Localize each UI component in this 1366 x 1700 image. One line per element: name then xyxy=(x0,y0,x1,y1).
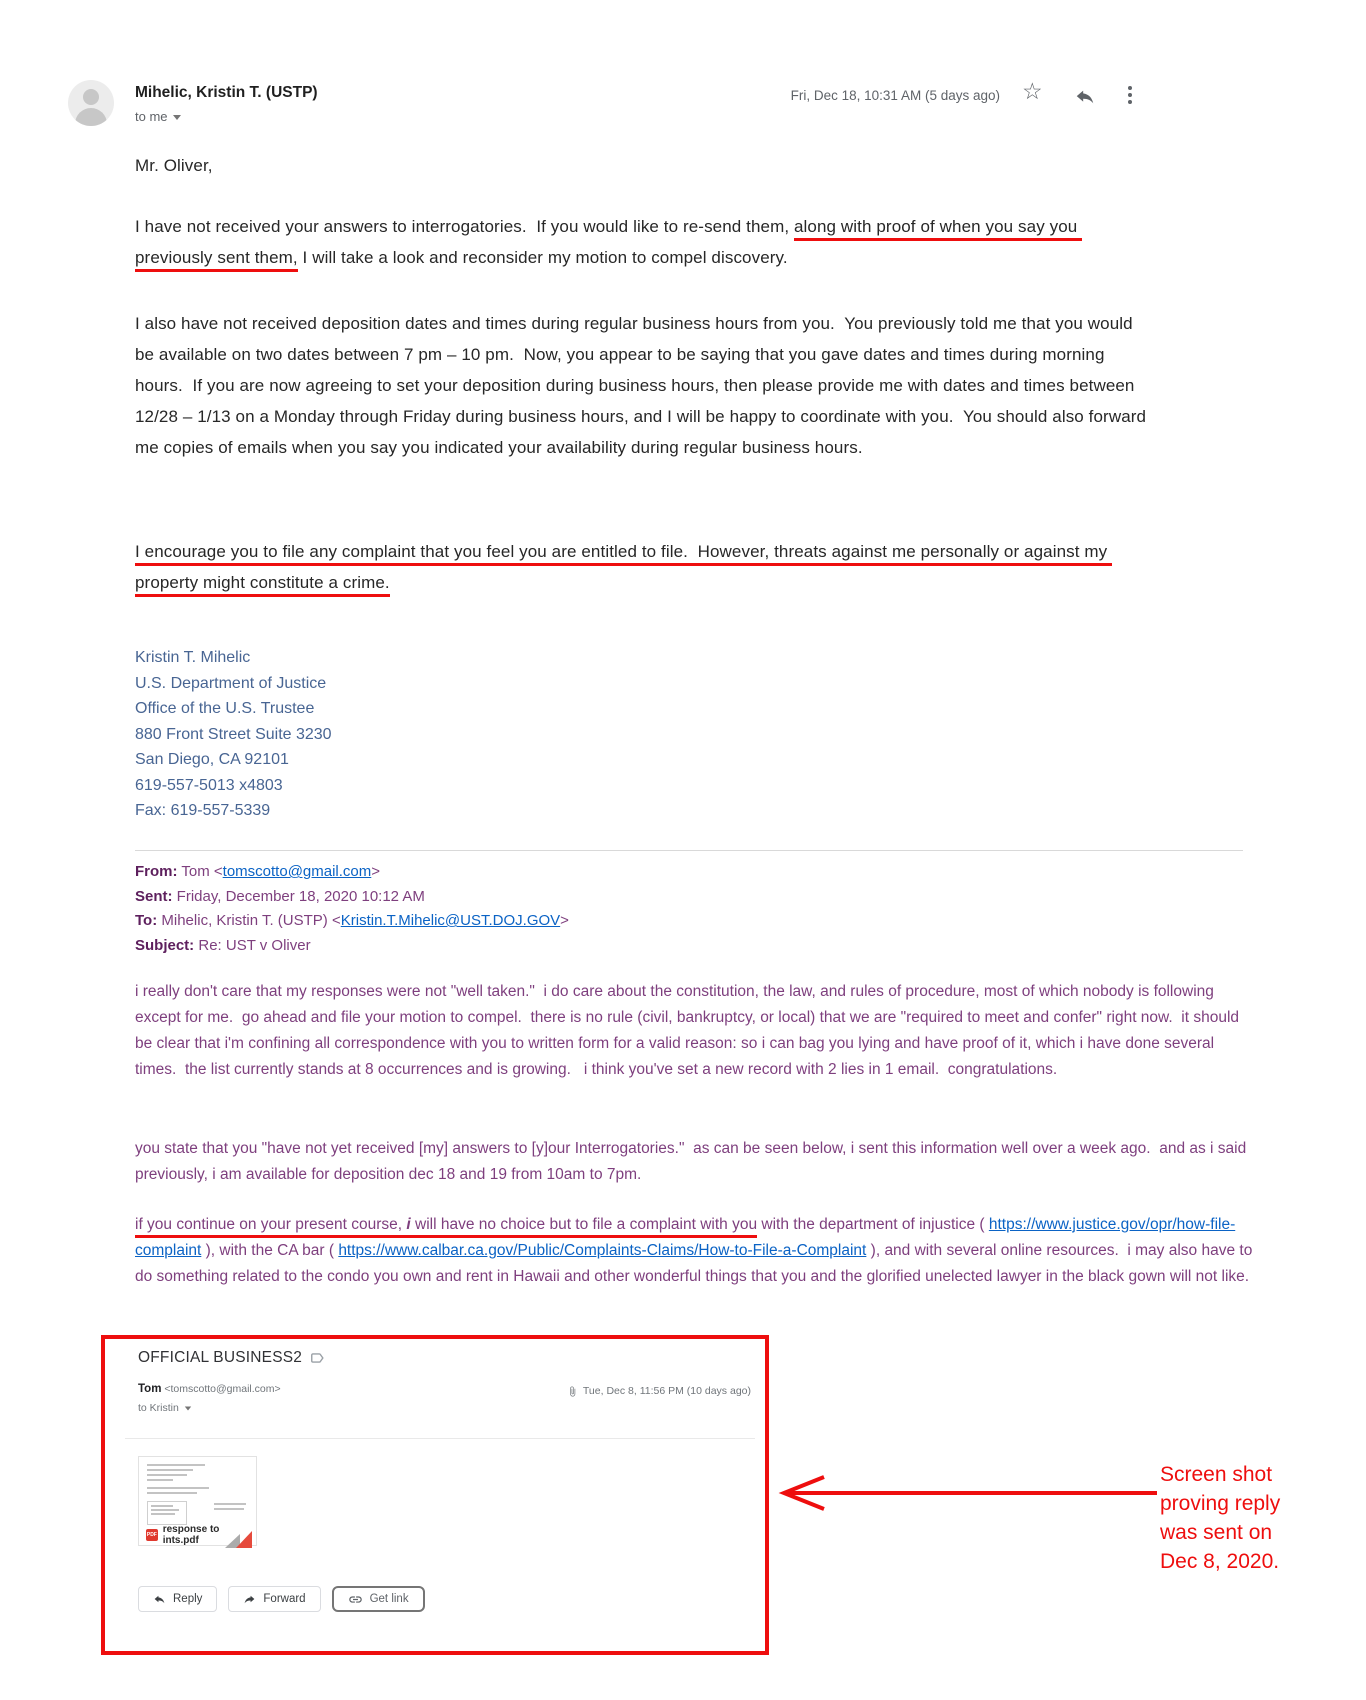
embedded-sender: Tom <tomscotto@gmail.com> xyxy=(138,1383,281,1395)
forward-button[interactable]: Forward xyxy=(228,1586,320,1612)
email-signature: Kristin T. Mihelic U.S. Department of Justice Office of the U.S. Trustee 880 Front Street Suite 3230 San Diego, CA 92101 619-557-5013 x4803 Fax: 619-557-5339 xyxy=(135,649,332,819)
pdf-icon: PDF xyxy=(146,1529,158,1541)
star-icon[interactable]: ☆ xyxy=(1022,78,1043,104)
page-fold-decoration xyxy=(225,1531,252,1548)
hyperlink[interactable]: tomscotto@gmail.com xyxy=(222,863,372,880)
annotation-red-box xyxy=(101,1335,769,1655)
embedded-action-buttons xyxy=(138,1586,425,1612)
chevron-down-icon xyxy=(173,115,181,120)
paragraph-3: I encourage you to file any complaint that you feel you are entitled to file. However, threats against me personally or against my property might constitute a crime. xyxy=(135,536,1147,598)
attachment-filename: response to ints.pdf xyxy=(162,1524,220,1546)
forward-arrow-icon xyxy=(243,1593,256,1606)
quoted-message-divider xyxy=(135,850,1243,851)
attachment-card[interactable] xyxy=(138,1456,257,1546)
attachment-preview xyxy=(139,1457,256,1525)
sender-name: Mihelic, Kristin T. (USTP) xyxy=(135,84,318,101)
hyperlink[interactable]: https://www.calbar.ca.gov/Public/Complaints-Claims/How-to-File-a-Complaint xyxy=(338,1242,867,1259)
reply-icon[interactable] xyxy=(1074,86,1096,108)
reply-paragraph-2: you state that you "have not yet received [my] answers to [y]our Interrogatories." as can be seen below, i sent this information well over a week ago. and as i said previously, i am available for deposition dec 18 and 19 from 10am to 7pm. xyxy=(135,1140,1251,1183)
reply-paragraph-1: i really don't care that my responses were not "well taken." i do care about the constitution, the law, and rules of procedure, most of which nobody is following except for me. go ahead and file your motion to compel. there is no rule (civil, bankruptcy, or local) that we are "required to meet and confer" right now. it should be clear that i'm confining all correspondence with you to written form for a valid reason: so i can bag you lying and have proof of it, which i have done several times. the list currently stands at 8 occurrences and is growing. i think you've set a new record with 2 lies in 1 email. congratulations. xyxy=(135,983,1244,1078)
paperclip-icon xyxy=(567,1386,578,1397)
message-date: Fri, Dec 18, 10:31 AM (5 days ago) xyxy=(790,88,1000,103)
label-icon xyxy=(310,1351,324,1365)
reply-paragraph-3: if you continue on your present course, i will have no choice but to file a complaint with you with the department of injustice ( https://www.justice.gov/opr/how-file-complaint ), with the CA bar ( https://www.calbar.ca.gov/Public/Complaints-Claims/How-to-File-a-Complaint ), and with several online resources. i may also have to do something related to the condo you own and rent in Hawaii and other wonderful things that you and the glorified unelected lawyer in the black gown will not like. xyxy=(135,1216,1257,1285)
sender-avatar xyxy=(68,80,114,126)
quoted-sent: Sent: Friday, December 18, 2020 10:12 AM xyxy=(135,887,425,905)
paragraph-1: I have not received your answers to interrogatories. If you would like to re-send them, along with proof of when you say you previously sent them, I will take a look and reconsider my motion to compel discovery. xyxy=(135,211,1147,273)
recipient-dropdown[interactable]: to me xyxy=(135,109,181,124)
hyperlink[interactable]: https://www.justice.gov/opr/how-file-complaint xyxy=(135,1216,1236,1259)
quoted-from: From: Tom <tomscotto@gmail.com> xyxy=(135,863,381,880)
quoted-header xyxy=(135,860,1253,958)
quoted-subject: Subject: Re: UST v Oliver xyxy=(135,936,311,954)
embedded-date: Tue, Dec 8, 11:56 PM (10 days ago) xyxy=(567,1385,751,1397)
quoted-to: To: Mihelic, Kristin T. (USTP) <Kristin.T.Mihelic@UST.DOJ.GOV> xyxy=(135,912,569,929)
get-link-button[interactable]: Get link xyxy=(332,1586,425,1612)
reply-arrow-icon xyxy=(153,1593,166,1606)
embedded-divider xyxy=(125,1438,755,1439)
paragraph-2: I also have not received deposition dates and times during regular business hours from you. You previously told me that you would be available on two dates between 7 pm – 10 pm. Now, you appear to be saying that you gave dates and times during morning hours. If you are now agreeing to set your deposition during business hours, then please provide me with dates and times between 12/28 – 1/13 on a Monday through Friday during business hours, and I will be happy to coordinate with you. You should also forward me copies of emails when you say you indicated your availability during regular business hours. xyxy=(135,314,1151,457)
embedded-recipient-dropdown[interactable]: to Kristin xyxy=(138,1402,192,1414)
more-options-icon[interactable] xyxy=(1128,86,1132,104)
greeting: Mr. Oliver, xyxy=(135,156,213,175)
link-icon xyxy=(348,1592,363,1607)
chevron-down-icon xyxy=(185,1406,191,1410)
annotation-arrow xyxy=(772,1470,1164,1516)
embedded-subject: OFFICIAL BUSINESS2 xyxy=(138,1349,324,1367)
hyperlink[interactable]: Kristin.T.Mihelic@UST.DOJ.GOV xyxy=(340,912,561,929)
annotation-callout-text: Screen shot proving reply was sent on Dec 8, 2020. xyxy=(1160,1463,1281,1573)
reply-button[interactable]: Reply xyxy=(138,1586,217,1612)
